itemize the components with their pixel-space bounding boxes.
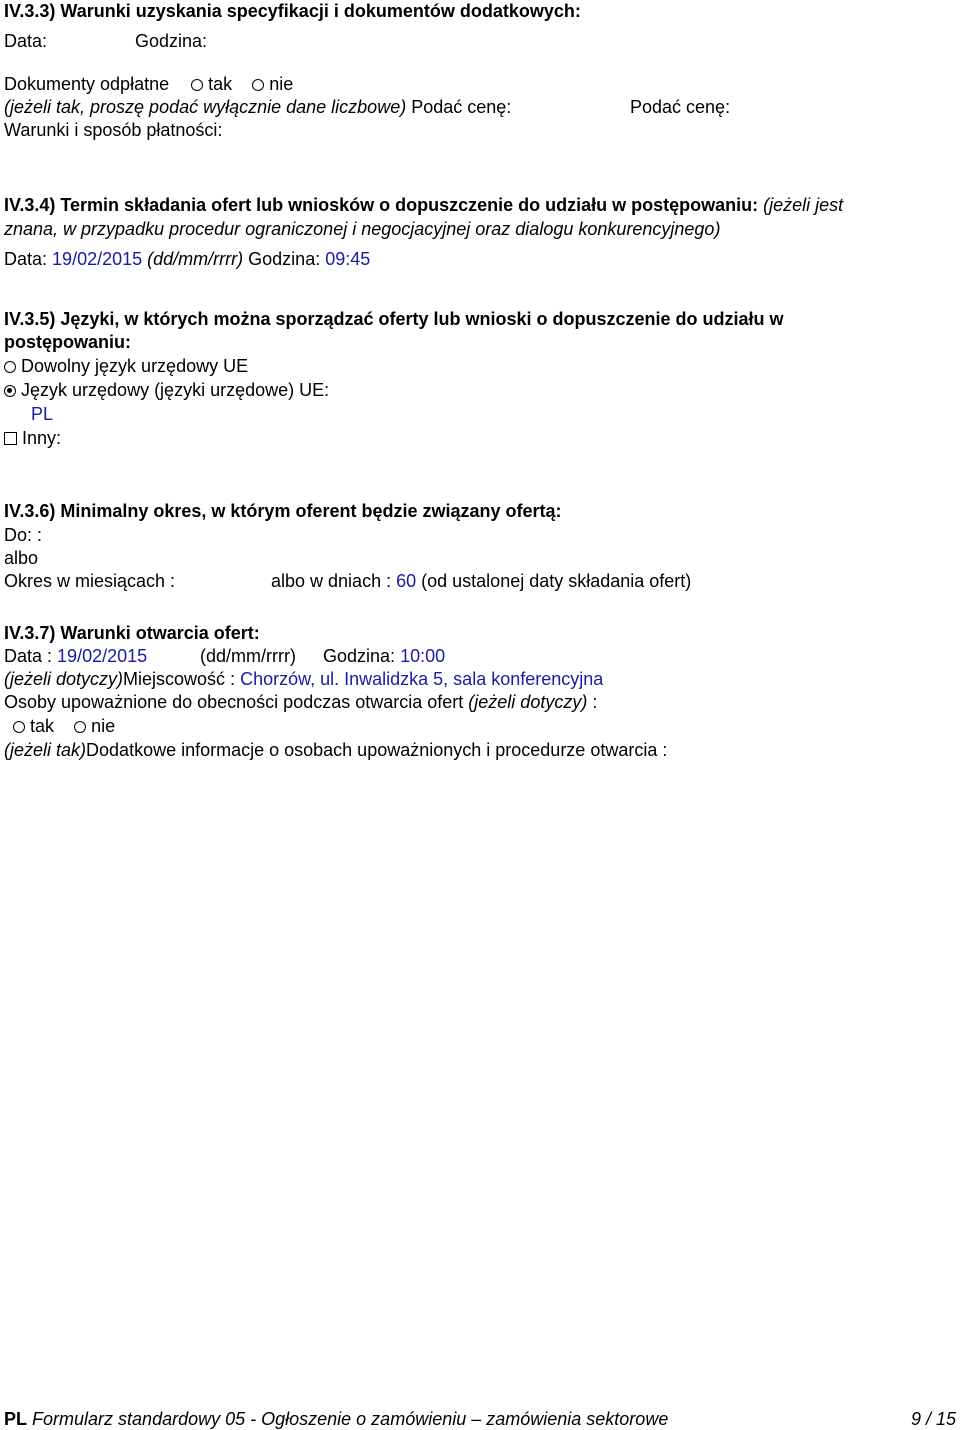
s7-persons-colon: : xyxy=(592,692,598,712)
s6-days-value: 60 xyxy=(396,571,417,591)
s5-other-label: Inny: xyxy=(22,428,62,448)
s4-data-label: Data: xyxy=(4,249,48,269)
s3-godzina-label: Godzina: xyxy=(135,31,208,51)
s3-paid-note: (jeżeli tak, proszę podać wyłącznie dane liczbowe) xyxy=(4,97,407,117)
s7-place-row xyxy=(4,668,603,690)
s3-price-row xyxy=(4,96,731,118)
s5-other-row xyxy=(4,427,61,449)
section-iv-3-3-title: IV.3.3) Warunki uzyskania specyfikacji i dokumentów dodatkowych: xyxy=(4,1,581,21)
section-iv-3-5-title-1: IV.3.5) Języki, w których można sporządzać oferty lub wnioski o dopuszczenie do udziału w xyxy=(4,309,784,329)
s3-docs-row xyxy=(4,73,293,95)
s4-godzina-label: Godzina: xyxy=(248,249,321,269)
s7-persons-note: (jeżeli dotyczy) xyxy=(468,692,588,712)
s4-title-row xyxy=(4,194,843,216)
footer-form-title: Formularz standardowy 05 - Ogłoszenie o zamówieniu – zamówienia sektorowe xyxy=(32,1409,669,1429)
s6-months-label: Okres w miesiącach : xyxy=(4,571,176,591)
s7-radio-nie[interactable] xyxy=(74,721,86,733)
s7-opening-row xyxy=(4,645,446,667)
s5-checkbox-other[interactable] xyxy=(4,432,17,445)
s7-persons-label: Osoby upoważnione do obecności podczas otwarcia ofert xyxy=(4,692,464,712)
s7-extra-row xyxy=(4,739,667,761)
s6-do-label: Do: : xyxy=(4,525,43,545)
s3-docs-label: Dokumenty odpłatne xyxy=(4,74,170,94)
s6-days-note: (od ustalonej daty składania ofert) xyxy=(421,571,692,591)
s7-time-group xyxy=(323,645,445,667)
s3-data-label: Data: xyxy=(4,31,48,51)
footer-page-number: 9 / 15 xyxy=(910,1409,956,1429)
s7-godzina-label: Godzina: xyxy=(323,646,396,666)
s4-date-value: 19/02/2015 xyxy=(52,249,143,269)
s5-official-language-row xyxy=(4,379,329,401)
s7-nie-label: nie xyxy=(91,716,116,736)
s5-radio-official-language[interactable] xyxy=(4,385,16,397)
s7-persons-row xyxy=(4,691,597,713)
s3-radio-nie[interactable] xyxy=(252,79,264,91)
s5-official-language-label: Język urzędowy (języki urzędowe) UE: xyxy=(21,380,330,400)
s5-any-language-label: Dowolny język urzędowy UE xyxy=(21,356,249,376)
s6-days-label: albo w dniach : xyxy=(271,571,392,591)
s7-time-value: 10:00 xyxy=(400,646,446,666)
s3-tak-label: tak xyxy=(208,74,233,94)
s7-radio-tak[interactable] xyxy=(13,721,25,733)
s5-language-value: PL xyxy=(31,404,54,424)
s3-payment-label: Warunki i sposób płatności: xyxy=(4,120,223,140)
s3-radio-tak[interactable] xyxy=(191,79,203,91)
s5-any-language-row xyxy=(4,355,248,377)
s7-data-label: Data : xyxy=(4,646,53,666)
s6-albo: albo xyxy=(4,548,39,568)
s3-nie-label: nie xyxy=(269,74,294,94)
section-iv-3-6-title: IV.3.6) Minimalny okres, w którym oferent będzie związany ofertą: xyxy=(4,501,562,521)
s4-note-a: (jeżeli jest xyxy=(763,195,844,215)
s3-price-label-1: Podać cenę: xyxy=(411,97,512,117)
s7-tak-label: tak xyxy=(30,716,55,736)
s6-days-group xyxy=(271,570,691,592)
s7-extra-label: Dodatkowe informacje o osobach upoważnionych i procedurze otwarcia : xyxy=(86,740,668,760)
section-iv-3-5-title-2: postępowaniu: xyxy=(4,332,131,352)
s4-deadline-row xyxy=(4,248,370,270)
section-iv-3-4-title: IV.3.4) Termin składania ofert lub wniosków o dopuszczenie do udziału w postępowaniu: xyxy=(4,195,759,215)
s7-date-format: (dd/mm/rrrr) xyxy=(200,646,296,666)
s7-place-value: Chorzów, ul. Inwalidzka 5, sala konferencyjna xyxy=(240,669,604,689)
s4-date-format: (dd/mm/rrrr) xyxy=(147,249,244,269)
s4-time-value: 09:45 xyxy=(325,249,371,269)
page-footer xyxy=(4,1408,956,1430)
s3-data-row xyxy=(4,30,208,52)
s7-place-label: Miejscowość : xyxy=(123,669,236,689)
s4-note-b: znana, w przypadku procedur ograniczonej i negocjacyjnej oraz dialogu konkurencyjnego) xyxy=(4,219,721,239)
s6-period-row xyxy=(4,570,692,592)
s3-price-label-2: Podać cenę: xyxy=(630,97,731,117)
s7-place-note: (jeżeli dotyczy) xyxy=(4,669,124,689)
section-iv-3-7-title: IV.3.7) Warunki otwarcia ofert: xyxy=(4,623,260,643)
s7-extra-note: (jeżeli tak) xyxy=(4,740,87,760)
s7-date-value: 19/02/2015 xyxy=(57,646,148,666)
s5-radio-any-language[interactable] xyxy=(4,361,16,373)
s7-persons-options xyxy=(4,715,115,737)
footer-lang: PL xyxy=(4,1409,28,1429)
